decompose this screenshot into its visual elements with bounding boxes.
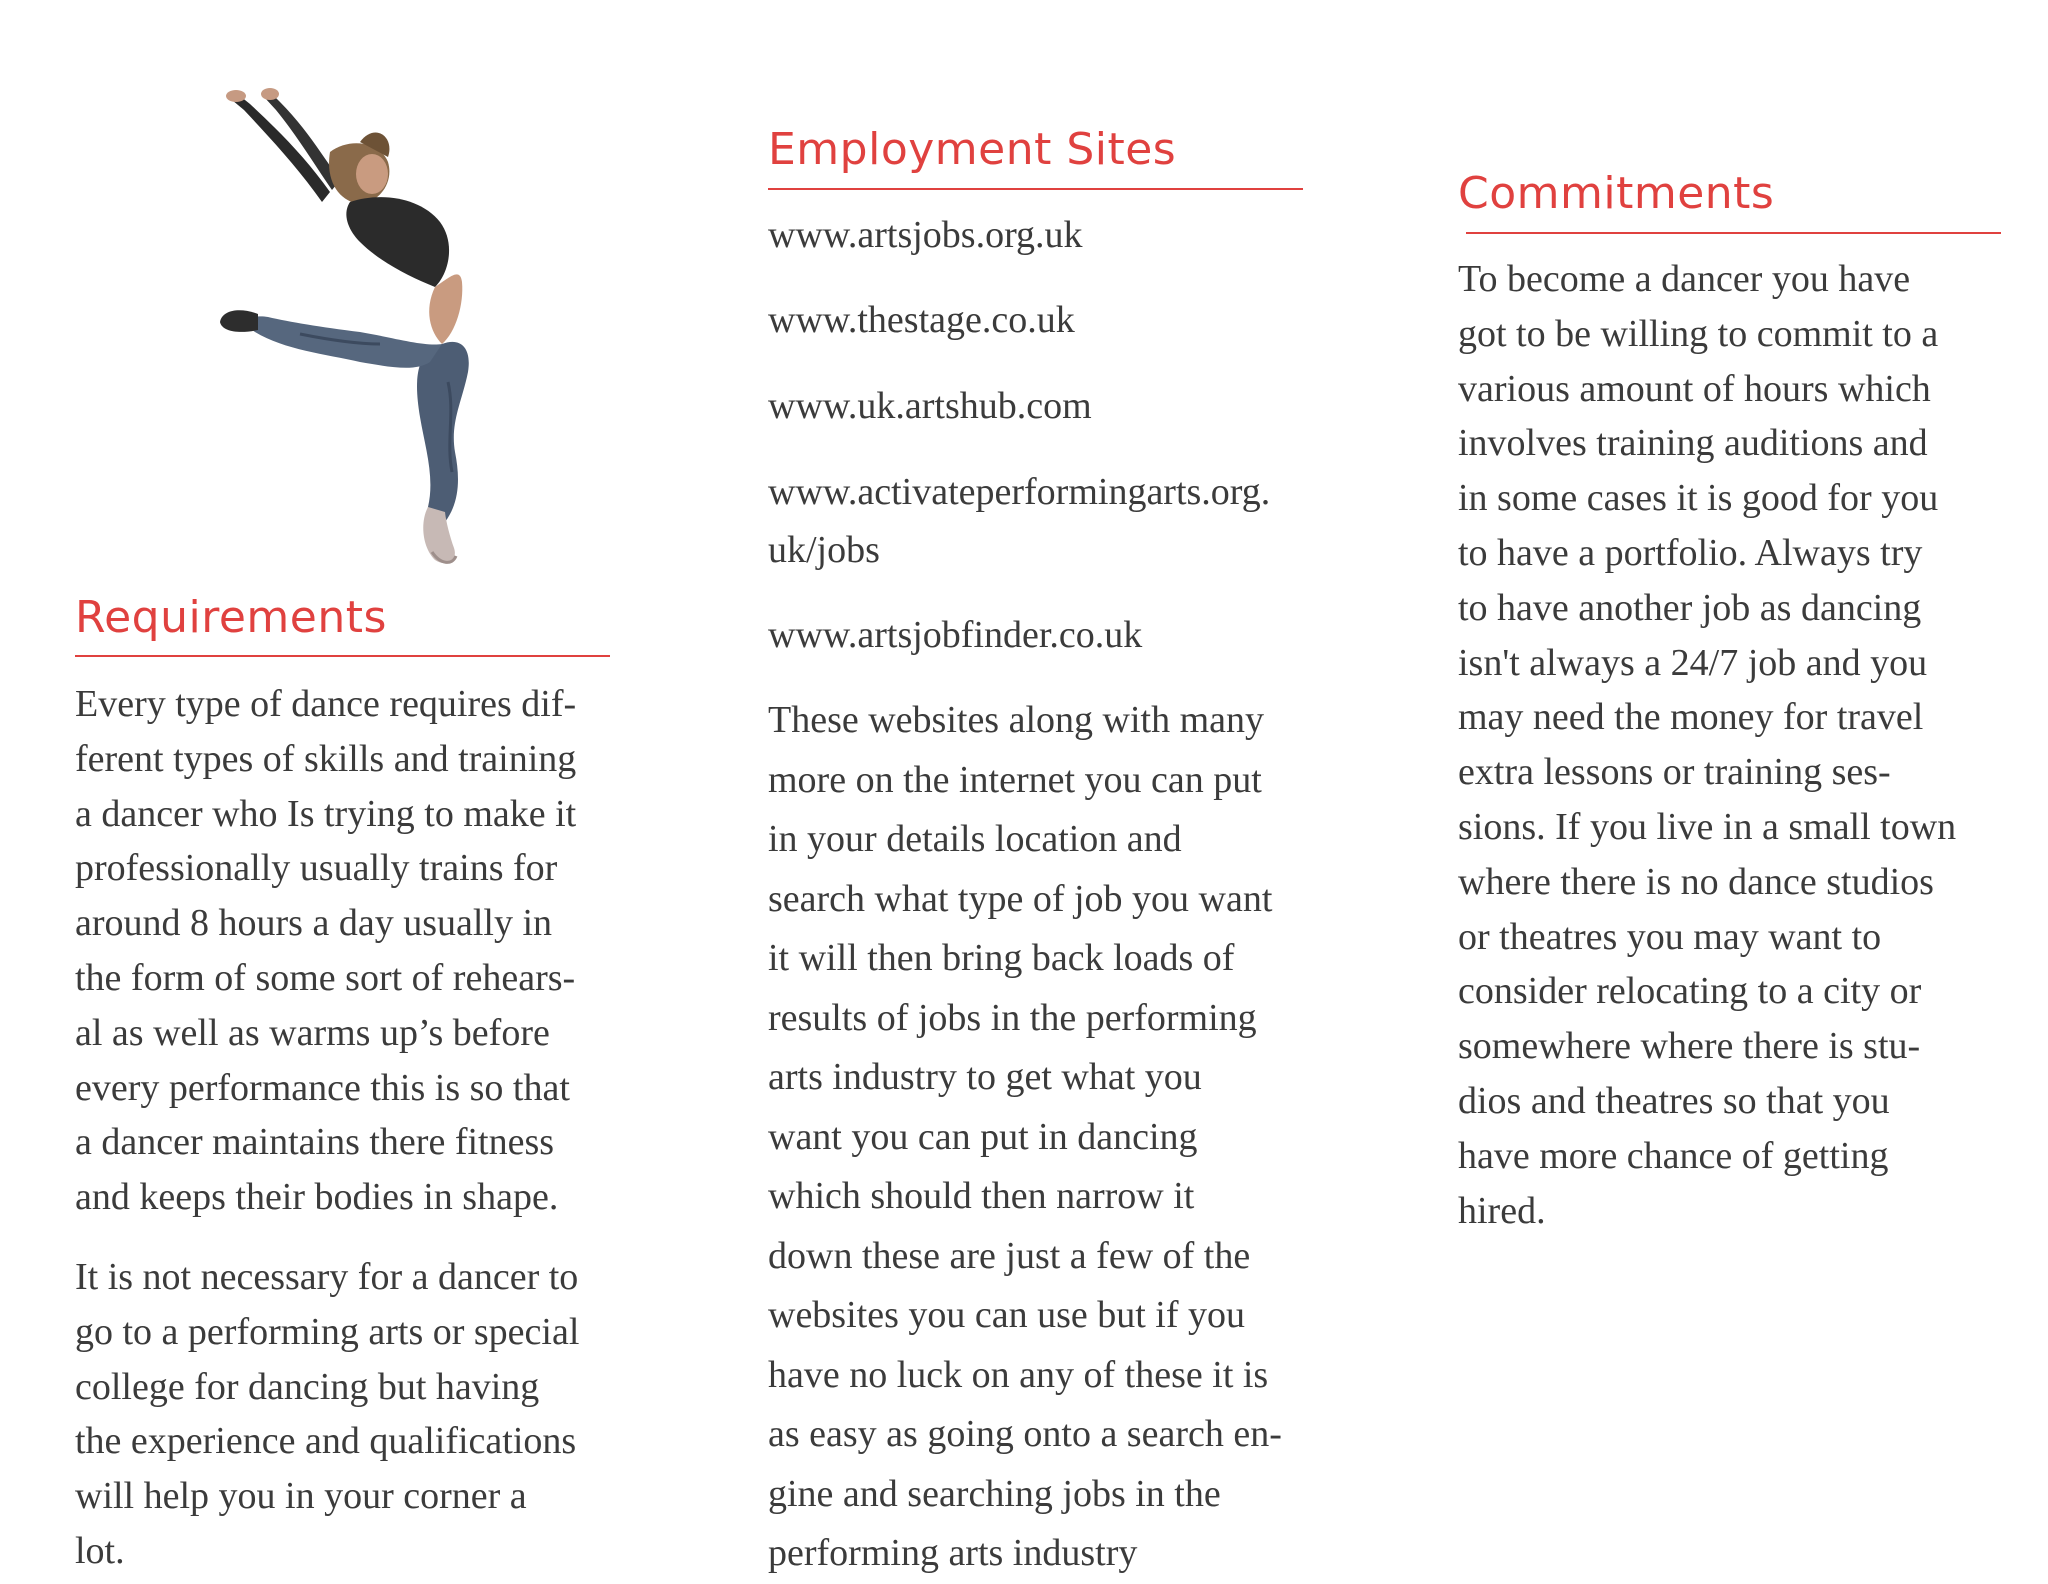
text-line: in your details location and [768, 818, 1182, 860]
text-line: college for dancing but having [75, 1365, 540, 1408]
text-line: may need the money for travel [1458, 696, 1924, 739]
text-line: to have another job as dancing [1458, 586, 1922, 629]
text-line: results of jobs in the performing [768, 996, 1257, 1039]
text-line: websites you can use but if you [768, 1294, 1246, 1336]
text-line: go to a performing arts or special [75, 1310, 580, 1353]
text-line: and keeps their bodies in shape. [75, 1176, 559, 1219]
site-link-text: www.artsjobs.org.uk [768, 214, 1083, 256]
text-line: down these are just a few of the [768, 1234, 1251, 1277]
text-line: arts industry to get what you [768, 1056, 1202, 1098]
site-link-text: www.activateperformingarts.org. [768, 471, 1271, 513]
text-line: lot. [75, 1529, 125, 1572]
text-line: got to be willing to commit to a [1458, 312, 1939, 355]
text-line: These websites along with many [768, 699, 1265, 741]
text-line: have more chance of getting [1458, 1134, 1889, 1177]
text-line: have no luck on any of these it is [768, 1353, 1269, 1396]
text-line: extra lessons or training ses- [1458, 751, 1891, 794]
site-link-text: www.thestage.co.uk [768, 299, 1075, 341]
text-line: want you can put in dancing [768, 1115, 1198, 1158]
text-line: To become a dancer you have [1458, 258, 1911, 300]
commitments-heading: Commitments [1458, 168, 1775, 219]
text-line: to have a portfolio. Always try [1458, 531, 1923, 574]
commitments-paragraph [1458, 252, 2018, 1238]
requirements-paragraph-2 [75, 1250, 615, 1579]
text-line: consider relocating to a city or [1458, 970, 1922, 1013]
text-line: which should then narrow it [768, 1175, 1195, 1217]
text-line: a dancer maintains there fitness [75, 1121, 555, 1164]
text-line: around 8 hours a day usually in [75, 902, 553, 945]
text-line: isn't always a 24/7 job and you [1458, 641, 1928, 684]
site-link-artshub[interactable] [768, 377, 1092, 435]
text-line: hired. [1458, 1189, 1546, 1232]
text-line: as easy as going onto a search en- [768, 1413, 1282, 1455]
text-line: or theatres you may want to [1458, 915, 1882, 958]
site-link-thestage[interactable] [768, 291, 1075, 349]
text-line: will help you in your corner a [75, 1475, 527, 1518]
site-link-text: www.artsjobfinder.co.uk [768, 614, 1143, 656]
text-line: It is not necessary for a dancer to [75, 1256, 579, 1298]
site-link-activateperformingarts[interactable] [768, 463, 1270, 579]
text-line: dios and theatres so that you [1458, 1079, 1890, 1122]
employment-heading: Employment Sites [768, 124, 1177, 175]
text-line: Every type of dance requires dif- [75, 683, 577, 725]
text-line: professionally usually trains for [75, 847, 558, 890]
site-link-text: uk/jobs [768, 529, 880, 571]
text-line: somewhere where there is stu- [1458, 1025, 1921, 1068]
text-line: the experience and qualifications [75, 1420, 577, 1463]
employment-paragraph [768, 691, 1328, 1584]
text-line: al as well as warms up’s before [75, 1011, 550, 1054]
text-line: ferent types of skills and training [75, 737, 577, 780]
text-line: sions. If you live in a small town [1458, 805, 1957, 848]
text-line: gine and searching jobs in the [768, 1472, 1221, 1515]
text-line: various amount of hours which [1458, 367, 1931, 410]
text-line: in some cases it is good for you [1458, 477, 1939, 520]
text-line: the form of some sort of rehears- [75, 956, 576, 999]
text-line: every performance this is so that [75, 1066, 570, 1109]
dancer-photo [210, 82, 540, 580]
requirements-paragraph-1 [75, 677, 615, 1225]
text-line: search what type of job you want [768, 877, 1273, 920]
requirements-divider [75, 655, 610, 657]
requirements-heading: Requirements [75, 592, 387, 643]
site-link-text: www.uk.artshub.com [768, 385, 1092, 427]
text-line: more on the internet you can put [768, 758, 1262, 801]
text-line: a dancer who Is trying to make it [75, 792, 577, 835]
text-line: performing arts industry [768, 1532, 1138, 1574]
site-link-artsjobs[interactable] [768, 206, 1083, 264]
text-line: it will then bring back loads of [768, 937, 1235, 979]
text-line: where there is no dance studios [1458, 860, 1934, 903]
site-link-artsjobfinder[interactable] [768, 606, 1142, 664]
text-line: involves training auditions and [1458, 422, 1928, 465]
employment-divider [768, 188, 1303, 190]
commitments-divider [1466, 232, 2001, 234]
